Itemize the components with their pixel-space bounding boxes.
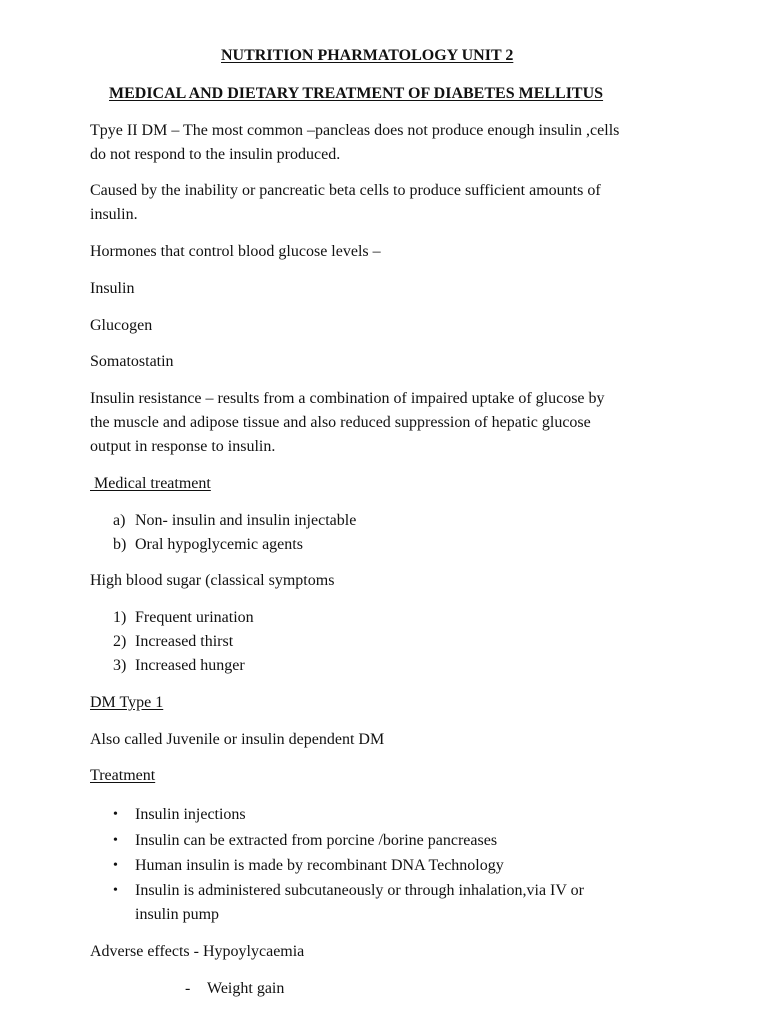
medical-treatment-heading: Medical treatment	[90, 475, 211, 492]
bullet-icon: •	[113, 858, 118, 873]
paragraph-type2-line2: do not respond to the insulin produced.	[90, 146, 341, 163]
list-item-continuation: insulin pump	[135, 906, 220, 923]
list-marker: b)	[113, 536, 127, 553]
document-title: NUTRITION PHARMATOLOGY UNIT 2	[221, 47, 514, 64]
list-marker: 3)	[113, 657, 127, 674]
list-item: Non- insulin and insulin injectable	[135, 512, 357, 529]
document-subtitle: MEDICAL AND DIETARY TREATMENT OF DIABETES MELLITUS	[109, 85, 604, 102]
paragraph-resistance-line1: Insulin resistance – results from a combination of impaired uptake of glucose by	[90, 390, 605, 407]
hormones-heading: Hormones that control blood glucose levels –	[90, 243, 381, 260]
bullet-icon: •	[113, 883, 118, 898]
bullet-icon: •	[113, 833, 118, 848]
list-item: Insulin can be extracted from porcine /borine pancreases	[135, 832, 498, 849]
hormone-item: Glucogen	[90, 317, 153, 334]
list-item: Oral hypoglycemic agents	[135, 536, 303, 553]
list-item: Human insulin is made by recombinant DNA Technology	[135, 857, 504, 874]
list-item: Increased thirst	[135, 633, 234, 650]
dash-marker: -	[185, 980, 191, 997]
list-item: Weight gain	[207, 980, 285, 997]
list-item: Insulin is administered subcutaneously or through inhalation,via IV or	[135, 882, 584, 899]
paragraph-resistance-line3: output in response to insulin.	[90, 438, 276, 455]
treatment-heading: Treatment	[90, 767, 156, 784]
list-item: Insulin injections	[135, 806, 246, 823]
hormone-item: Somatostatin	[90, 353, 174, 370]
list-marker: 1)	[113, 609, 127, 626]
list-marker: a)	[113, 512, 126, 529]
hormone-item: Insulin	[90, 280, 135, 297]
symptoms-heading: High blood sugar (classical symptoms	[90, 572, 335, 589]
bullet-icon: •	[113, 807, 118, 822]
paragraph-cause-line2: insulin.	[90, 206, 138, 223]
dm-type1-text: Also called Juvenile or insulin dependent DM	[90, 731, 385, 748]
list-item: Frequent urination	[135, 609, 254, 626]
paragraph-type2-line1: Tpye II DM – The most common –pancleas does not produce enough insulin ,cells	[90, 122, 620, 139]
paragraph-cause-line1: Caused by the inability or pancreatic beta cells to produce sufficient amounts of	[90, 182, 601, 199]
adverse-effects-heading: Adverse effects - Hypoylycaemia	[90, 943, 305, 960]
list-marker: 2)	[113, 633, 127, 650]
paragraph-resistance-line2: the muscle and adipose tissue and also reduced suppression of hepatic glucose	[90, 414, 591, 431]
dm-type1-heading: DM Type 1	[90, 694, 164, 711]
list-item: Increased hunger	[135, 657, 245, 674]
